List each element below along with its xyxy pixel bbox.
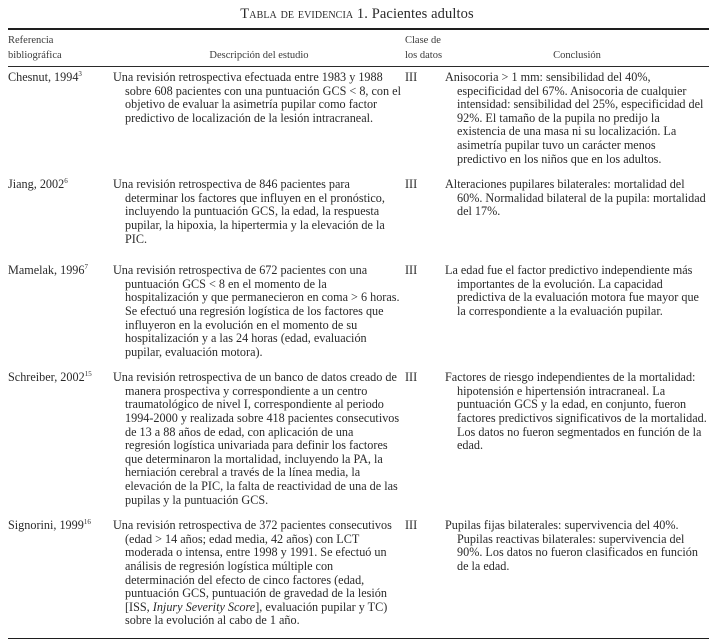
reference-text: Chesnut, 1994 <box>8 70 79 84</box>
conclusion-cell <box>445 519 709 638</box>
conclusion-text: Alteraciones pupilares bilaterales: mortalidad del 60%. Normalidad bilateral de la pupila: mortalidad del 17%. <box>445 177 706 219</box>
description-cell <box>113 519 405 638</box>
description-italic-term: Injury Severity Score <box>152 599 256 614</box>
table-row <box>8 371 709 519</box>
description-cell <box>113 371 405 519</box>
conclusion-text: Pupilas fijas bilaterales: supervivencia del 40%. Pupilas reactivas bilaterales: supervivencia del 90%. Los datos no fueron clasificados en función de la edad. <box>445 518 698 573</box>
reference-cell <box>8 264 113 371</box>
table-row <box>8 264 709 371</box>
description-fragment: Una revisión retrospectiva de un banco de datos creado de manera prospectiva y correspondiente a un centro traumatológico de nivel I, correspondiente al periodo 1994-2000 y realizada sobre 418 pacientes consecutivos de 13 a 88 años de edad, con aplicación de una regresión logística univariada para definir los factores que determinaron la mortalidad, incluyendo la PA, la herniación cerebral a través de la línea media, la elevación de la PIC, la falta de reactividad de una de las pupilas y la puntuación GCS. <box>113 370 400 507</box>
header-class-line-1: Clase de <box>405 35 441 46</box>
table-title-text: Pacientes adultos <box>368 6 474 22</box>
conclusion-text: Factores de riesgo independientes de la mortalidad: hipotensión e hipertensión intracraneal. La puntuación GCS y la edad, en conjunto, fueron factores predictivos significativos de la mortalidad. Los datos no fueron segmentados en función de la edad. <box>445 370 707 453</box>
reference-cell <box>8 371 113 519</box>
description-cell <box>113 67 405 178</box>
description-fragment: Una revisión retrospectiva de 672 pacientes con una puntuación GCS < 8 en el momento de la hospitalización y que permanecieron en coma > 6 horas. Se efectuó una regresión logística de los factores que influyeron en la evolución en el momento de su hospitalización y a las 24 horas (edad, evaluación pupilar, evaluación motora). <box>113 263 400 359</box>
evidence-class-cell: III <box>405 70 418 84</box>
reference-text: Mamelak, 1996 <box>8 263 85 278</box>
description-cell <box>113 264 405 371</box>
header-description: Descripción del estudio <box>209 50 309 61</box>
citation-number: 3 <box>78 70 82 78</box>
evidence-class-cell: III <box>405 263 418 278</box>
reference-cell <box>8 178 113 264</box>
evidence-table <box>8 30 709 638</box>
table-row <box>8 67 709 178</box>
header-class <box>405 30 445 66</box>
header-row <box>8 30 709 66</box>
description-text <box>113 519 405 628</box>
reference-text: Signorini, 1999 <box>8 518 84 533</box>
citation-number: 16 <box>83 518 91 527</box>
evidence-class-cell: III <box>405 177 418 192</box>
reference-cell <box>8 67 113 178</box>
table-title-label: Tabla de evidencia 1. <box>240 6 368 22</box>
table-row <box>8 178 709 264</box>
citation-number: 6 <box>64 177 68 186</box>
description-text <box>113 178 405 246</box>
table-body <box>8 67 709 638</box>
table-row <box>8 519 709 638</box>
description-cell <box>113 178 405 264</box>
table-title <box>0 5 714 23</box>
description-fragment: Una revisión retrospectiva efectuada entre 1983 y 1988 sobre 608 pacientes con una puntuación GCS < 8, con el objetivo de evaluar la asimetría pupilar como factor predictivo de localización de la lesión intracraneal. <box>113 70 401 125</box>
header-conclusion: Conclusión <box>553 50 601 61</box>
header-reference-line-1: Referencia <box>8 35 54 46</box>
description-fragment: Una revisión retrospectiva de 846 pacientes para determinar los factores que influyen en el pronóstico, incluyendo la puntuación GCS, la edad, la respuesta pupilar, la hipoxia, la hipertermia y la elevación de la PIC. <box>113 177 385 246</box>
description-text <box>113 71 405 125</box>
conclusion-text: La edad fue el factor predictivo independiente más importantes de la evolución. La capacidad predictiva de la evaluación motora fue mayor que la correspondiente a la evaluación pupilar. <box>445 263 699 318</box>
reference-cell <box>8 519 113 638</box>
header-reference <box>8 30 113 66</box>
conclusion-text: Anisocoria > 1 mm: sensibilidad del 40%, especificidad del 67%. Anisocoria de cualquier intensidad: sensibilidad del 25%, especificidad del 92%. El tamaño de la pupila no predijo la existencia de una masa ni su localización. La asimetría pupilar tuvo un carácter menos predictivo en los niños que en los adultos. <box>445 70 704 166</box>
description-fragment: ], evaluación pupilar y TC) sobre la evolución al cabo de 1 año. <box>125 599 388 628</box>
evidence-class-cell: III <box>405 518 418 533</box>
header-class-line-2: los datos <box>405 50 443 61</box>
conclusion-cell <box>445 178 709 264</box>
citation-number: 15 <box>84 370 92 379</box>
header-reference-line-2: bibliográfica <box>8 50 62 61</box>
description-text <box>113 264 405 359</box>
conclusion-cell <box>445 67 709 178</box>
reference-text: Jiang, 2002 <box>8 177 65 192</box>
description-text <box>113 371 405 507</box>
conclusion-cell <box>445 371 709 519</box>
evidence-class-cell: III <box>405 370 418 385</box>
conclusion-cell <box>445 264 709 371</box>
description-fragment: Una revisión retrospectiva de 372 pacientes consecutivos (edad > 14 años; edad media, 42 años) con LCT moderada o intensa, entre 1998 y 1991. Se efectuó un análisis de regresión logística múltiple con determinación del efecto de cinco factores (edad, puntuación GCS, puntuación de gravedad de la lesión [ISS, <box>113 518 392 614</box>
citation-number: 7 <box>84 263 88 272</box>
reference-text: Schreiber, 2002 <box>8 370 85 385</box>
